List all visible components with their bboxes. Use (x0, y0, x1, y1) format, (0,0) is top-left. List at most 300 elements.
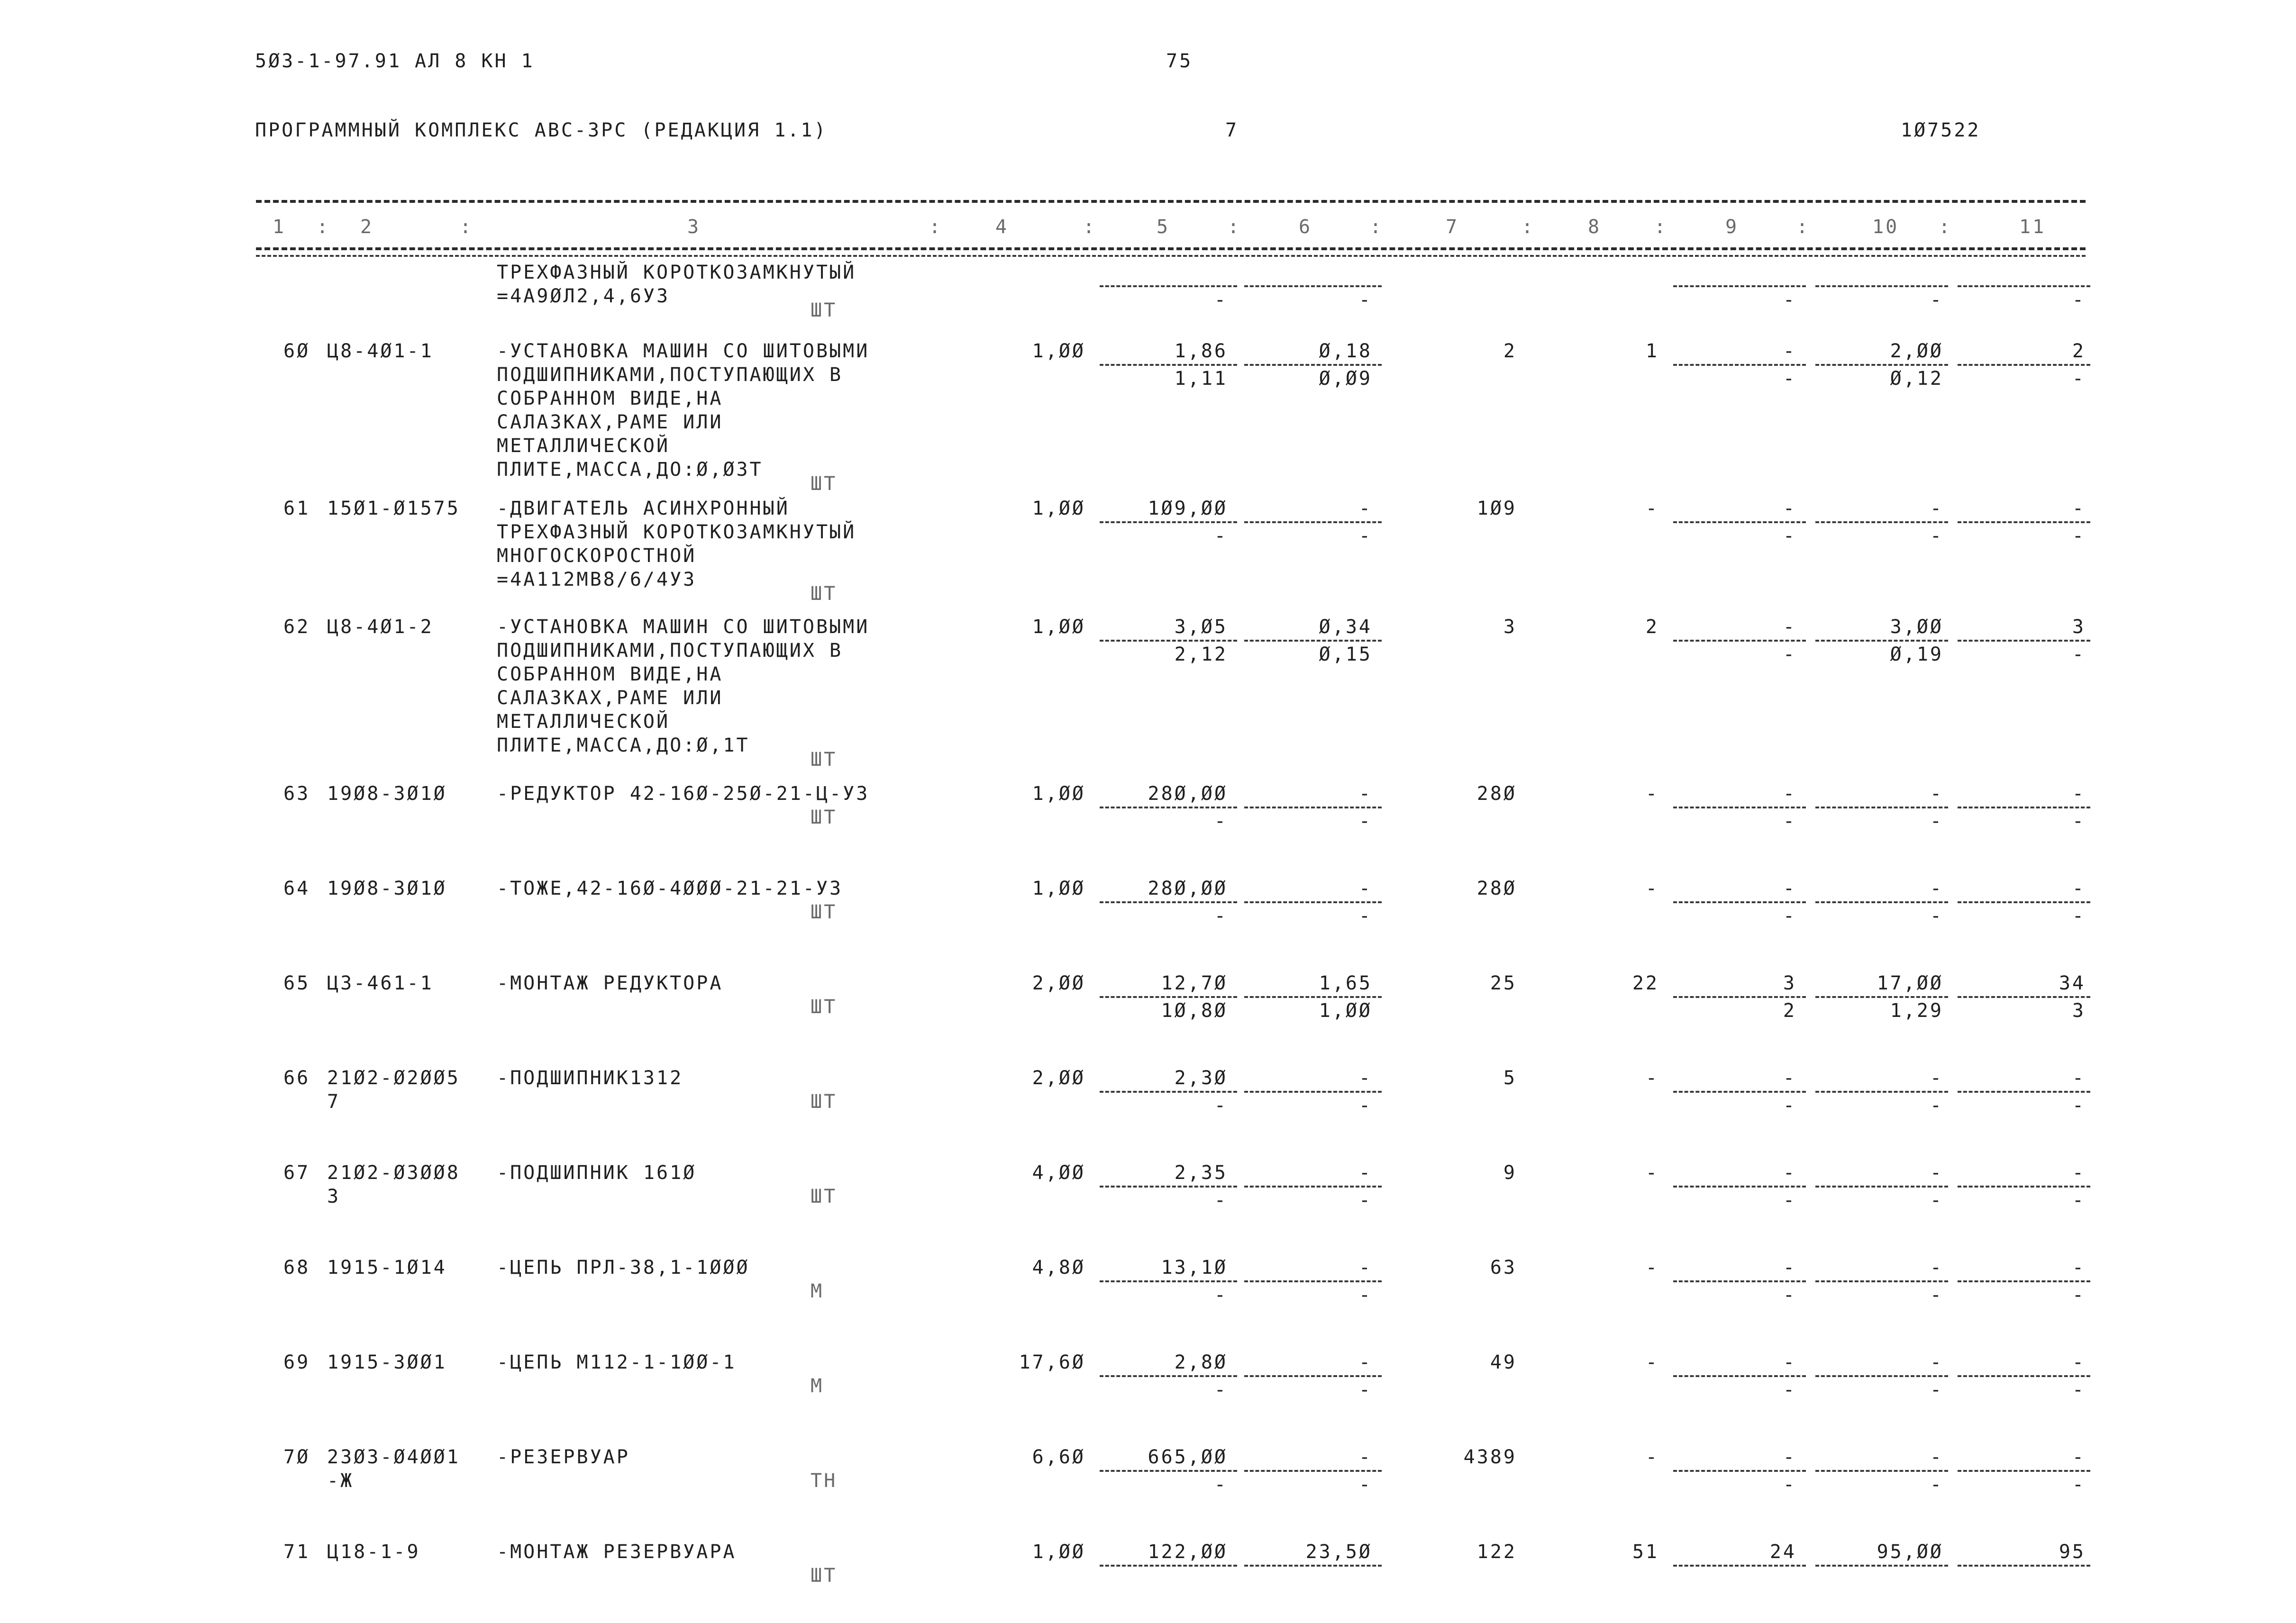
machine-cost-secondary: - (1783, 905, 1796, 927)
page-number: 75 (1166, 50, 1193, 72)
row-description-line: -ТОЖЕ,42-16Ø-4ØØØ-21-21-У3 (497, 878, 843, 899)
row-description-line: -ЦЕПЬ М112-1-1ØØ-1 (497, 1351, 737, 1373)
column-separator: : (317, 216, 330, 238)
unit-cost-secondary: - (1214, 905, 1228, 927)
unit-of-measure: ШТ (811, 901, 838, 923)
subtotal-rule (1100, 1565, 1237, 1567)
unit-cost-secondary: - (1214, 289, 1228, 311)
wage-cost-secondary: - (1358, 1379, 1372, 1401)
resource-code: 21Ø2-Ø2ØØ5 (327, 1067, 460, 1089)
wage-total: - (1645, 1257, 1659, 1278)
wage-total: 22 (1632, 972, 1659, 994)
labor-hours-secondary: - (1930, 1379, 1943, 1401)
total-cost: 9 (1503, 1162, 1517, 1184)
subtotal-rule (1815, 1186, 1948, 1188)
labor-total: - (2072, 1162, 2086, 1184)
subtotal-rule (1673, 521, 1806, 523)
labor-hours: - (1930, 878, 1943, 899)
labor-hours: 17,ØØ (1877, 972, 1943, 994)
column-separator: : (1370, 216, 1384, 238)
wage-cost-secondary: - (1358, 810, 1372, 832)
total-cost: 4389 (1463, 1446, 1517, 1468)
subtotal-rule (1815, 1470, 1948, 1472)
unit-of-measure: ШТ (811, 299, 838, 321)
labor-total-secondary: - (2072, 525, 2086, 547)
labor-hours-secondary: - (1930, 810, 1943, 832)
total-cost: 63 (1490, 1257, 1517, 1278)
row-number: 7Ø (283, 1446, 310, 1468)
subtotal-rule (1244, 901, 1382, 903)
subtotal-rule (1815, 1280, 1948, 1282)
labor-total-secondary: - (2072, 289, 2086, 311)
row-number: 66 (283, 1067, 310, 1089)
wage-cost: Ø,18 (1319, 340, 1372, 362)
wage-cost: - (1358, 878, 1372, 899)
wage-cost: - (1358, 1162, 1372, 1184)
subtotal-rule (1673, 807, 1806, 808)
unit-of-measure: М (811, 1280, 824, 1302)
labor-hours: - (1930, 1257, 1943, 1278)
row-number: 71 (283, 1541, 310, 1563)
labor-total: - (2072, 498, 2086, 519)
subtotal-rule (1100, 1375, 1237, 1377)
subtotal-rule (1815, 1375, 1948, 1377)
unit-cost-secondary: - (1214, 1474, 1228, 1496)
subtotal-rule (1673, 285, 1806, 287)
subtotal-rule (1673, 364, 1806, 366)
resource-code: Ц8-4Ø1-2 (327, 616, 434, 638)
subtotal-rule (1815, 1565, 1948, 1567)
machine-cost: - (1783, 1067, 1796, 1089)
subtotal-rule (1100, 1280, 1237, 1282)
wage-cost-secondary: - (1358, 525, 1372, 547)
column-separator: : (1654, 216, 1668, 238)
subtotal-rule (1958, 1565, 2090, 1567)
wage-total: - (1645, 878, 1659, 899)
row-description-line: ПОДШИПНИКАМИ,ПОСТУПАЮЩИХ В (497, 640, 843, 662)
row-number: 64 (283, 878, 310, 899)
machine-cost-secondary: - (1783, 368, 1796, 390)
subtotal-rule (1673, 1375, 1806, 1377)
subtotal-rule (1244, 640, 1382, 642)
subtotal-rule (1958, 364, 2090, 366)
subtotal-rule (1673, 1470, 1806, 1472)
subtotal-rule (1815, 1091, 1948, 1093)
unit-cost: 2,8Ø (1174, 1351, 1228, 1373)
labor-total-secondary: 3 (2072, 1000, 2086, 1022)
wage-cost-secondary: - (1358, 1284, 1372, 1306)
subtotal-rule (1100, 640, 1237, 642)
row-description-line: ПЛИТЕ,МАССА,ДО:Ø,Ø3Т (497, 459, 763, 481)
labor-total: - (2072, 783, 2086, 805)
labor-hours: 95,ØØ (1877, 1541, 1943, 1563)
labor-hours: - (1930, 1446, 1943, 1468)
row-number: 68 (283, 1257, 310, 1278)
unit-cost-secondary: 1,11 (1174, 368, 1228, 390)
labor-hours-secondary: - (1930, 905, 1943, 927)
wage-cost: - (1358, 1257, 1372, 1278)
wage-cost-secondary: - (1358, 1095, 1372, 1116)
unit-cost: 1Ø9,ØØ (1148, 498, 1228, 519)
resource-code: 15Ø1-Ø1575 (327, 498, 460, 519)
subtotal-rule (1100, 901, 1237, 903)
row-description-line: =4А112МВ8/6/4У3 (497, 569, 697, 590)
wage-cost-secondary: 1,ØØ (1319, 1000, 1372, 1022)
unit-cost-secondary: - (1214, 1284, 1228, 1306)
wage-total: 1 (1645, 340, 1659, 362)
row-description-line: -ПОДШИПНИК 161Ø (497, 1162, 697, 1184)
column-header-9: 9 (1725, 216, 1739, 238)
machine-cost-secondary: - (1783, 1095, 1796, 1116)
labor-total-secondary: - (2072, 1379, 2086, 1401)
machine-cost: - (1783, 1351, 1796, 1373)
unit-cost: 28Ø,ØØ (1148, 783, 1228, 805)
subtotal-rule (1244, 1565, 1382, 1567)
column-header-8: 8 (1588, 216, 1602, 238)
total-cost: 5 (1503, 1067, 1517, 1089)
machine-cost-secondary: - (1783, 1189, 1796, 1211)
subtotal-rule (1244, 807, 1382, 808)
row-number: 69 (283, 1351, 310, 1373)
row-description-line: МЕТАЛЛИЧЕСКОЙ (497, 711, 670, 733)
labor-hours: - (1930, 1162, 1943, 1184)
labor-hours: 3,ØØ (1890, 616, 1943, 638)
wage-cost: - (1358, 783, 1372, 805)
resource-code: Ц3-461-1 (327, 972, 434, 994)
subtotal-rule (1958, 807, 2090, 808)
column-header-7: 7 (1446, 216, 1459, 238)
machine-cost: - (1783, 878, 1796, 899)
row-description-line: -МОНТАЖ РЕДУКТОРА (497, 972, 723, 994)
labor-total: 3 (2072, 616, 2086, 638)
program-title: ПРОГРАММНЫЙ КОМПЛЕКС АВС-ЗРС (РЕДАКЦИЯ 1.1) (255, 119, 828, 141)
unit-of-measure: ШТ (811, 1091, 838, 1113)
wage-total: - (1645, 1446, 1659, 1468)
unit-cost-secondary: 2,12 (1174, 644, 1228, 665)
labor-total-secondary: - (2072, 644, 2086, 665)
subtotal-rule (1958, 1280, 2090, 1282)
quantity: 1,ØØ (1032, 498, 1085, 519)
quantity: 1,ØØ (1032, 783, 1085, 805)
resource-code: 1915-1Ø14 (327, 1257, 447, 1278)
labor-total-secondary: - (2072, 1189, 2086, 1211)
column-header-10: 10 (1872, 216, 1899, 238)
subtotal-rule (1673, 901, 1806, 903)
labor-total: - (2072, 1351, 2086, 1373)
row-description-line: САЛАЗКАХ,РАМЕ ИЛИ (497, 687, 723, 709)
quantity: 4,8Ø (1032, 1257, 1085, 1278)
wage-cost: 1,65 (1319, 972, 1372, 994)
subtotal-rule (1244, 1186, 1382, 1188)
unit-of-measure: ШТ (811, 749, 838, 771)
subtotal-rule (1958, 1375, 2090, 1377)
subtotal-rule (1244, 364, 1382, 366)
labor-total-secondary: - (2072, 1284, 2086, 1306)
row-description-line: МЕТАЛЛИЧЕСКОЙ (497, 435, 670, 457)
subtotal-rule (1673, 640, 1806, 642)
unit-cost: 2,35 (1174, 1162, 1228, 1184)
machine-cost: - (1783, 783, 1796, 805)
quantity: 2,ØØ (1032, 1067, 1085, 1089)
labor-hours: 2,ØØ (1890, 340, 1943, 362)
subtotal-rule (1958, 901, 2090, 903)
wage-cost-secondary: - (1358, 289, 1372, 311)
unit-cost-secondary: - (1214, 1189, 1228, 1211)
resource-code: Ц8-4Ø1-1 (327, 340, 434, 362)
row-description-line: -МОНТАЖ РЕЗЕРВУАРА (497, 1541, 737, 1563)
labor-total: 34 (2059, 972, 2086, 994)
column-separator: : (1228, 216, 1241, 238)
wage-cost: - (1358, 1351, 1372, 1373)
labor-hours-secondary: - (1930, 525, 1943, 547)
unit-cost-secondary: 1Ø,8Ø (1161, 1000, 1228, 1022)
subtotal-rule (1244, 285, 1382, 287)
labor-hours: - (1930, 783, 1943, 805)
unit-of-measure: ШТ (811, 1186, 838, 1207)
subtotal-rule (1815, 364, 1948, 366)
subtotal-rule (1244, 996, 1382, 998)
subtotal-rule (1815, 901, 1948, 903)
quantity: 17,6Ø (1019, 1351, 1085, 1373)
column-header-1: 1 (273, 216, 286, 238)
row-description-line: МНОГОСКОРОСТНОЙ (497, 545, 697, 567)
labor-hours-secondary: 1,29 (1890, 1000, 1943, 1022)
column-header-5: 5 (1157, 216, 1170, 238)
labor-total-secondary: - (2072, 1474, 2086, 1496)
unit-cost: 3,Ø5 (1174, 616, 1228, 638)
labor-total: - (2072, 1446, 2086, 1468)
total-cost: 28Ø (1476, 783, 1517, 805)
labor-total-secondary: - (2072, 905, 2086, 927)
row-number: 62 (283, 616, 310, 638)
column-separator: : (1083, 216, 1097, 238)
table-header-rule (256, 247, 2086, 250)
row-description-line: -ПОДШИПНИК1312 (497, 1067, 683, 1089)
row-code-suffix: -Ж (327, 1470, 354, 1492)
column-header-11: 11 (2019, 216, 2046, 238)
unit-cost: 2,3Ø (1174, 1067, 1228, 1089)
table-header-rule-2 (256, 255, 2086, 257)
row-description-line: ПЛИТЕ,МАССА,ДО:Ø,1Т (497, 734, 750, 756)
row-description-line: ТРЕХФАЗНЫЙ КОРОТКОЗАМКНУТЫЙ (497, 521, 856, 543)
wage-cost: - (1358, 498, 1372, 519)
quantity: 2,ØØ (1032, 972, 1085, 994)
machine-cost: - (1783, 1257, 1796, 1278)
wage-cost-secondary: - (1358, 1189, 1372, 1211)
labor-total-secondary: - (2072, 810, 2086, 832)
column-header-6: 6 (1299, 216, 1312, 238)
wage-cost-secondary: Ø,15 (1319, 644, 1372, 665)
row-description-line: -УСТАНОВКА МАШИН СО ШИТОВЫМИ (497, 616, 870, 638)
labor-hours: - (1930, 1351, 1943, 1373)
quantity: 6,6Ø (1032, 1446, 1085, 1468)
subtotal-rule (1958, 1470, 2090, 1472)
labor-hours-secondary: - (1930, 1189, 1943, 1211)
total-cost: 2 (1503, 340, 1517, 362)
machine-cost-secondary: - (1783, 1379, 1796, 1401)
machine-cost-secondary: 2 (1783, 1000, 1796, 1022)
labor-total: - (2072, 1067, 2086, 1089)
wage-total: - (1645, 498, 1659, 519)
subtotal-rule (1673, 1565, 1806, 1567)
row-description-line: -РЕЗЕРВУАР (497, 1446, 630, 1468)
machine-cost: - (1783, 1446, 1796, 1468)
subtotal-rule (1244, 521, 1382, 523)
unit-cost-secondary: - (1214, 525, 1228, 547)
wage-total: - (1645, 1351, 1659, 1373)
subtotal-rule (1815, 521, 1948, 523)
subtotal-rule (1958, 285, 2090, 287)
column-separator: : (1796, 216, 1810, 238)
column-header-4: 4 (995, 216, 1009, 238)
resource-code: Ц18-1-9 (327, 1541, 420, 1563)
wage-total: 2 (1645, 616, 1659, 638)
machine-cost: - (1783, 340, 1796, 362)
column-separator: : (929, 216, 943, 238)
machine-cost-secondary: - (1783, 810, 1796, 832)
subtotal-rule (1815, 807, 1948, 808)
machine-cost-secondary: - (1783, 525, 1796, 547)
unit-of-measure: М (811, 1375, 824, 1397)
wage-cost-secondary: - (1358, 1474, 1372, 1496)
column-separator: : (1939, 216, 1952, 238)
wage-cost: Ø,34 (1319, 616, 1372, 638)
row-description-line: -ЦЕПЬ ПРЛ-38,1-1ØØØ (497, 1257, 750, 1278)
unit-cost: 1,86 (1174, 340, 1228, 362)
row-number: 61 (283, 498, 310, 519)
row-description-line: -РЕДУКТОР 42-16Ø-25Ø-21-Ц-У3 (497, 783, 870, 805)
unit-cost: 13,1Ø (1161, 1257, 1228, 1278)
labor-total: 95 (2059, 1541, 2086, 1563)
table-top-rule (256, 200, 2086, 203)
subtotal-rule (1673, 1280, 1806, 1282)
resource-code: 21Ø2-Ø3ØØ8 (327, 1162, 460, 1184)
unit-of-measure: ТН (811, 1470, 838, 1492)
unit-of-measure: ШТ (811, 807, 838, 828)
quantity: 1,ØØ (1032, 340, 1085, 362)
column-separator: : (460, 216, 474, 238)
unit-cost: 28Ø,ØØ (1148, 878, 1228, 899)
labor-total-secondary: - (2072, 368, 2086, 390)
row-description-line: СОБРАННОМ ВИДЕ,НА (497, 388, 723, 409)
labor-hours-secondary: - (1930, 289, 1943, 311)
labor-total: - (2072, 1257, 2086, 1278)
subtotal-rule (1673, 1186, 1806, 1188)
project-code: 1Ø7522 (1901, 119, 1981, 141)
subtotal-rule (1815, 285, 1948, 287)
resource-code: 23Ø3-Ø4ØØ1 (327, 1446, 460, 1468)
quantity: 4,ØØ (1032, 1162, 1085, 1184)
row-number: 67 (283, 1162, 310, 1184)
column-separator: : (1522, 216, 1535, 238)
machine-cost-secondary: - (1783, 1284, 1796, 1306)
document-code: 5Ø3-1-97.91 АЛ 8 КН 1 (255, 50, 535, 72)
resource-code: 19Ø8-3Ø1Ø (327, 878, 447, 899)
row-number: 6Ø (283, 340, 310, 362)
subtotal-rule (1100, 521, 1237, 523)
total-cost: 3 (1503, 616, 1517, 638)
row-number: 63 (283, 783, 310, 805)
total-cost: 49 (1490, 1351, 1517, 1373)
unit-cost-secondary: - (1214, 1095, 1228, 1116)
unit-cost-secondary: - (1214, 1379, 1228, 1401)
machine-cost-secondary: - (1783, 1474, 1796, 1496)
unit-cost: 122,ØØ (1148, 1541, 1228, 1563)
wage-cost: - (1358, 1446, 1372, 1468)
wage-total: 51 (1632, 1541, 1659, 1563)
subtotal-rule (1244, 1470, 1382, 1472)
subtotal-rule (1100, 285, 1237, 287)
row-code-suffix: 7 (327, 1091, 341, 1113)
unit-cost: 12,7Ø (1161, 972, 1228, 994)
quantity: 1,ØØ (1032, 878, 1085, 899)
subtotal-rule (1673, 1091, 1806, 1093)
labor-hours-secondary: - (1930, 1284, 1943, 1306)
machine-cost: 3 (1783, 972, 1796, 994)
resource-code: 19Ø8-3Ø1Ø (327, 783, 447, 805)
quantity: 1,ØØ (1032, 616, 1085, 638)
labor-total-secondary: - (2072, 1095, 2086, 1116)
labor-hours-secondary: Ø,12 (1890, 368, 1943, 390)
wage-cost-secondary: - (1358, 905, 1372, 927)
wage-cost: 23,5Ø (1305, 1541, 1372, 1563)
subtotal-rule (1958, 996, 2090, 998)
wage-total: - (1645, 1067, 1659, 1089)
subtotal-rule (1958, 640, 2090, 642)
row-description-line: ПОДШИПНИКАМИ,ПОСТУПАЮЩИХ В (497, 364, 843, 386)
subtotal-rule (1815, 640, 1948, 642)
total-cost: 25 (1490, 972, 1517, 994)
machine-cost: 24 (1769, 1541, 1796, 1563)
unit-of-measure: ШТ (811, 1565, 838, 1587)
row-description-line: ТРЕХФАЗНЫЙ КОРОТКОЗАМКНУТЫЙ (497, 262, 856, 283)
subtotal-rule (1100, 807, 1237, 808)
machine-cost-secondary: - (1783, 289, 1796, 311)
row-description-line: =4А9ØЛ2,4,6У3 (497, 285, 670, 307)
unit-of-measure: ШТ (811, 583, 838, 605)
row-description-line: -ДВИГАТЕЛЬ АСИНХРОННЫЙ (497, 498, 790, 519)
row-number: 65 (283, 972, 310, 994)
unit-cost-secondary: - (1214, 810, 1228, 832)
resource-code: 1915-3ØØ1 (327, 1351, 447, 1373)
labor-total: - (2072, 878, 2086, 899)
row-description-line: СОБРАННОМ ВИДЕ,НА (497, 663, 723, 685)
row-code-suffix: 3 (327, 1186, 341, 1207)
machine-cost: - (1783, 498, 1796, 519)
labor-hours-secondary: Ø,19 (1890, 644, 1943, 665)
quantity: 1,ØØ (1032, 1541, 1085, 1563)
labor-hours-secondary: - (1930, 1095, 1943, 1116)
subtotal-rule (1244, 1280, 1382, 1282)
unit-cost: 665,ØØ (1148, 1446, 1228, 1468)
labor-total: 2 (2072, 340, 2086, 362)
subtotal-rule (1815, 996, 1948, 998)
subtotal-rule (1100, 1186, 1237, 1188)
subtotal-rule (1958, 521, 2090, 523)
subtotal-rule (1958, 1091, 2090, 1093)
machine-cost-secondary: - (1783, 644, 1796, 665)
subtotal-rule (1958, 1186, 2090, 1188)
labor-hours: - (1930, 1067, 1943, 1089)
unit-of-measure: ШТ (811, 473, 838, 495)
labor-hours-secondary: - (1930, 1474, 1943, 1496)
labor-hours: - (1930, 498, 1943, 519)
total-cost: 1Ø9 (1476, 498, 1517, 519)
row-description-line: САЛАЗКАХ,РАМЕ ИЛИ (497, 411, 723, 433)
column-header-3: 3 (687, 216, 701, 238)
wage-total: - (1645, 783, 1659, 805)
wage-total: - (1645, 1162, 1659, 1184)
